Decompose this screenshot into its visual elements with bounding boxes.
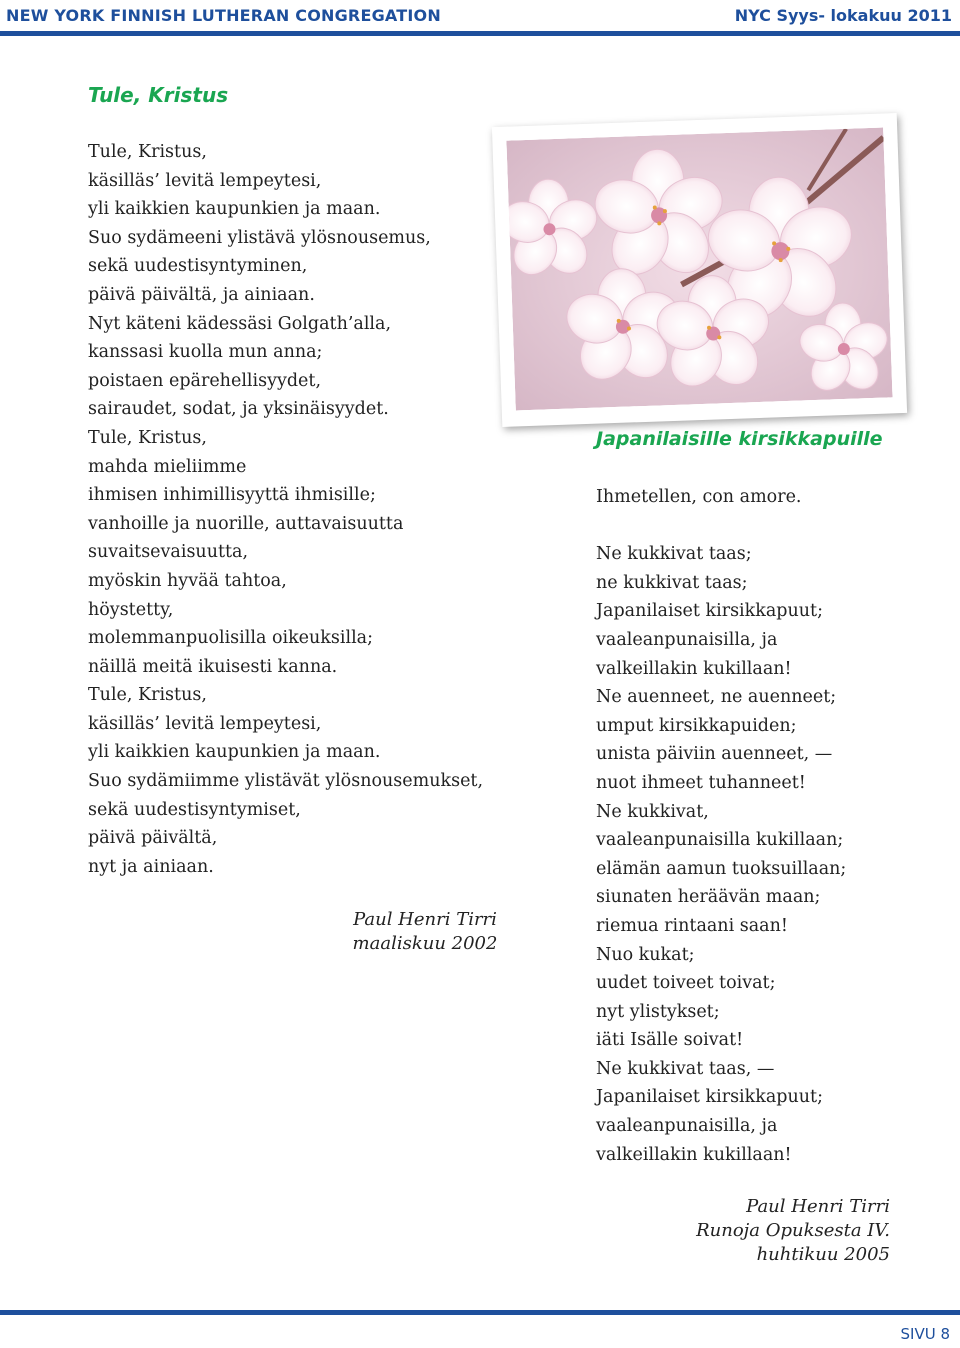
- poem-line: päivä päivältä, ja ainiaan.: [88, 284, 315, 305]
- poem-line: unista päiviin auenneet, —: [596, 744, 833, 765]
- poem-line: mahda mieliimme: [88, 456, 247, 477]
- poem-line: valkeillakin kukillaan!: [596, 1144, 792, 1165]
- poem-line: vaaleanpunaisilla, ja: [596, 1116, 778, 1137]
- footer-rule: [0, 1310, 960, 1315]
- poem-line: molemmanpuolisilla oikeuksilla;: [88, 628, 374, 649]
- poem-line: ihmisen inhimillisyyttä ihmisille;: [88, 485, 376, 506]
- poem-line: Ne kukkivat,: [596, 801, 709, 822]
- poem-line: nuot ihmeet tuhanneet!: [596, 772, 806, 793]
- poem-line: umput kirsikkapuiden;: [596, 715, 797, 736]
- poem-line: vanhoille ja nuorille, auttavaisuutta: [88, 513, 404, 534]
- organization-name: NEW YORK FINNISH LUTHERAN CONGREGATION: [6, 6, 441, 25]
- poem-body-tule-kristus: [88, 138, 528, 881]
- page-number: SIVU 8: [900, 1325, 950, 1343]
- poem-intro: Ihmetellen, con amore.: [596, 487, 802, 507]
- poem-line: vaaleanpunaisilla, ja: [596, 629, 778, 650]
- poem-line: ne kukkivat taas;: [596, 572, 748, 593]
- poem-line: iäti Isälle soivat!: [596, 1030, 744, 1051]
- poem-line: päivä päivältä,: [88, 828, 218, 849]
- poem-title-tule-kristus: Tule, Kristus: [88, 83, 229, 107]
- poem-line: nyt ja ainiaan.: [88, 856, 214, 877]
- poem-line: riemua rintaani saan!: [596, 915, 788, 936]
- issue-label: NYC Syys- lokakuu 2011: [734, 6, 952, 25]
- poem-line: yli kaikkien kaupunkien ja maan.: [88, 742, 381, 763]
- poem-line: myöskin hyvää tahtoa,: [88, 570, 287, 591]
- poem-title-kirsikkapuille: Japanilaisille kirsikkapuille: [596, 428, 883, 450]
- poem-line: Tule, Kristus,: [88, 685, 207, 706]
- poem-line: Nyt käteni kädessäsi Golgath’alla,: [88, 313, 392, 334]
- poem-line: höystetty,: [88, 599, 174, 620]
- cherry-blossom-photo: [492, 113, 907, 427]
- poem-line: Ne kukkivat taas;: [596, 544, 752, 565]
- poem-line: siunaten heräävän maan;: [596, 887, 821, 908]
- poem-line: Suo sydämiimme ylistävät ylösnousemukset,: [88, 771, 484, 792]
- poem-line: elämän aamun tuoksuillaan;: [596, 858, 847, 879]
- poem-body-kirsikkapuille: [596, 483, 936, 1169]
- poem-line: Tule, Kristus,: [88, 142, 207, 162]
- poem-line: yli kaikkien kaupunkien ja maan.: [88, 199, 381, 220]
- poem2-date: huhtikuu 2005: [756, 1244, 890, 1265]
- poem-line: sairaudet, sodat, ja yksinäisyydet.: [88, 399, 389, 420]
- poem-line: nyt ylistykset;: [596, 1001, 720, 1022]
- poem-line: käsilläs’ levitä lempeytesi,: [88, 170, 322, 191]
- poem-line: Japanilaiset kirsikkapuut;: [596, 1087, 823, 1108]
- poem1-date: maaliskuu 2002: [352, 933, 498, 954]
- poem-line: käsilläs’ levitä lempeytesi,: [88, 713, 322, 734]
- poem-line: Ne kukkivat taas, —: [596, 1058, 775, 1079]
- poem1-author: Paul Henri Tirri: [353, 909, 497, 930]
- cherry-blossom-image: [506, 128, 892, 411]
- page-header: [0, 0, 960, 38]
- poem2-source: Runoja Opuksesta IV.: [696, 1220, 890, 1241]
- stanza-gap: [596, 512, 936, 541]
- poem-line: Tule, Kristus,: [88, 427, 207, 448]
- poem-line: suvaitsevaisuutta,: [88, 542, 249, 563]
- poem2-author: Paul Henri Tirri: [746, 1196, 890, 1217]
- poem-line: vaaleanpunaisilla kukillaan;: [596, 830, 844, 851]
- poem2-signature: [660, 1195, 890, 1267]
- poem-line: kanssasi kuolla mun anna;: [88, 342, 323, 363]
- header-rule: [0, 31, 960, 36]
- poem1-signature: [330, 908, 520, 956]
- poem-line: Japanilaiset kirsikkapuut;: [596, 601, 823, 622]
- poem-line: sekä uudestisyntymiset,: [88, 799, 301, 820]
- poem-line: poistaen epärehellisyydet,: [88, 370, 322, 391]
- blossom-illustration: [506, 128, 892, 411]
- poem-line: Ne auenneet, ne auenneet;: [596, 687, 837, 708]
- poem-line: sekä uudestisyntyminen,: [88, 256, 308, 277]
- poem-line: uudet toiveet toivat;: [596, 973, 776, 994]
- poem-line: näillä meitä ikuisesti kanna.: [88, 656, 338, 677]
- poem-line: Suo sydämeeni ylistävä ylösnousemus,: [88, 227, 431, 248]
- poem-line: Nuo kukat;: [596, 944, 695, 965]
- poem-line: valkeillakin kukillaan!: [596, 658, 792, 679]
